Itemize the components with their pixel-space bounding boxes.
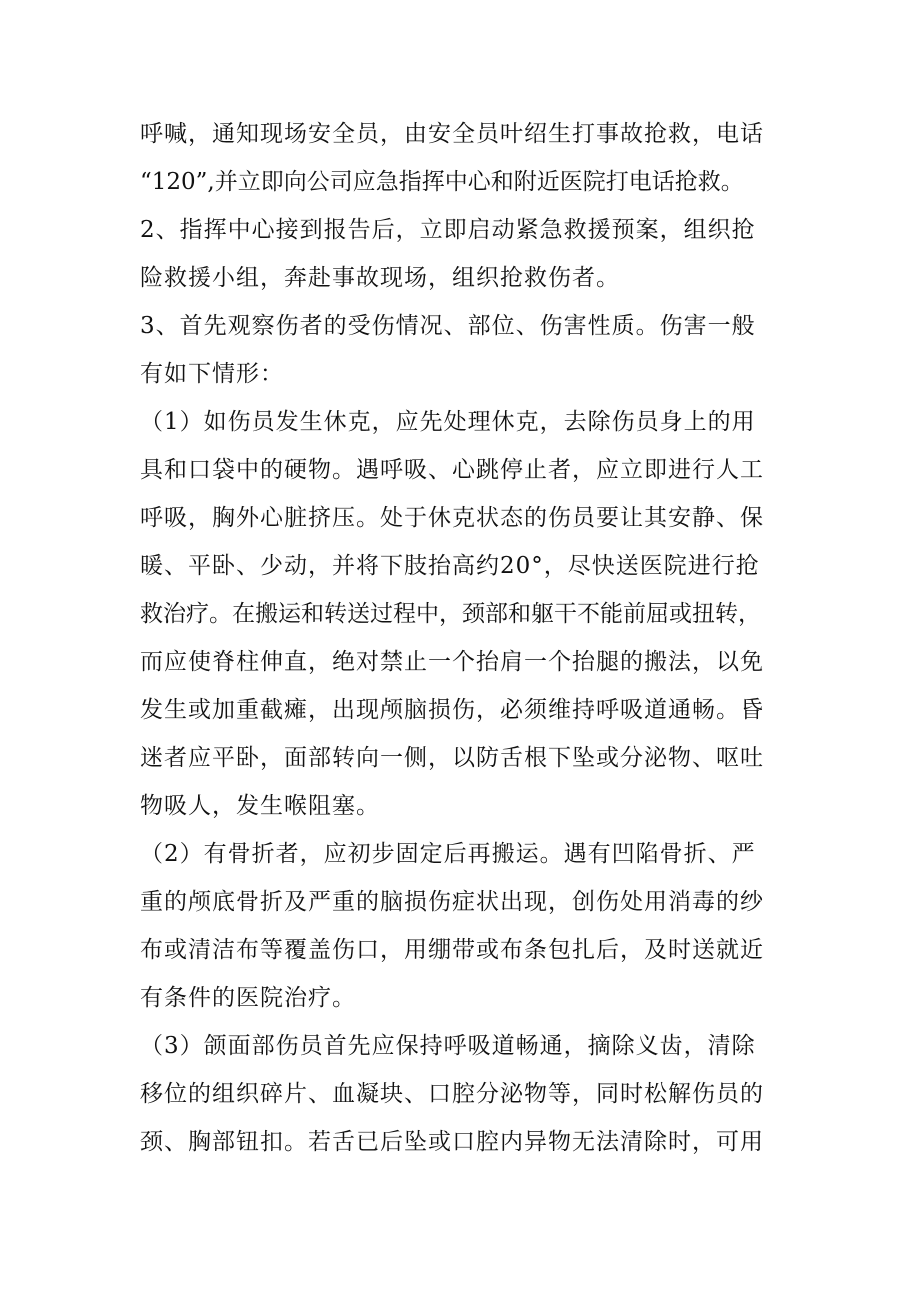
text-line: 暖、平卧、少动，并将下肢抬高约20°，尽快送医院进行抢: [140, 553, 760, 579]
text-line: 呼吸，胸外心脏挤压。处于休克状态的伤员要让其安静、保: [140, 505, 764, 531]
text-line: 有条件的医院治疗。: [140, 985, 356, 1011]
text-line: 救治疗。在搬运和转送过程中，颈部和躯干不能前屈或扭转，: [140, 601, 761, 627]
text-line: 呼喊，通知现场安全员，由安全员叶绍生打事故抢救，电话: [140, 121, 764, 147]
text-line: 迷者应平卧，面部转向一侧，以防舌根下坠或分泌物、呕吐: [140, 745, 764, 771]
text-line: （2）有骨折者，应初步固定后再搬运。遇有凹陷骨折、严: [140, 841, 756, 867]
text-line: 而应使脊柱伸直，绝对禁止一个抬肩一个抬腿的搬法，以免: [140, 649, 764, 675]
text-line: 布或清洁布等覆盖伤口，用绷带或布条包扎后，及时送就近: [140, 937, 764, 963]
text-line: 险救援小组，奔赴事故现场，组织抢救伤者。: [140, 265, 620, 291]
text-line: 有如下情形：: [140, 361, 284, 387]
text-line: 发生或加重截瘫，出现颅脑损伤，必须维持呼吸道通畅。昏: [140, 697, 764, 723]
text-line: 具和口袋中的硬物。遇呼吸、心跳停止者，应立即进行人工: [140, 457, 764, 483]
text-line: 重的颅底骨折及严重的脑损伤症状出现，创伤处用消毒的纱: [140, 889, 764, 915]
text-line: （1）如伤员发生休克，应先处理休克，去除伤员身上的用: [140, 409, 756, 435]
text-line: 2、指挥中心接到报告后，立即启动紧急救援预案，组织抢: [140, 217, 756, 243]
text-line: 3、首先观察伤者的受伤情况、部位、伤害性质。伤害一般: [140, 313, 756, 339]
text-line: “120”,并立即向公司应急指挥中心和附近医院打电话抢救。: [140, 169, 744, 195]
text-line: 移位的组织碎片、血凝块、口腔分泌物等，同时松解伤员的: [140, 1081, 764, 1107]
text-line: （3）颌面部伤员首先应保持呼吸道畅通，摘除义齿，清除: [140, 1033, 756, 1059]
text-line: 颈、胸部钮扣。若舌已后坠或口腔内异物无法清除时，可用: [140, 1129, 764, 1155]
text-line: 物吸人，发生喉阻塞。: [140, 793, 380, 819]
